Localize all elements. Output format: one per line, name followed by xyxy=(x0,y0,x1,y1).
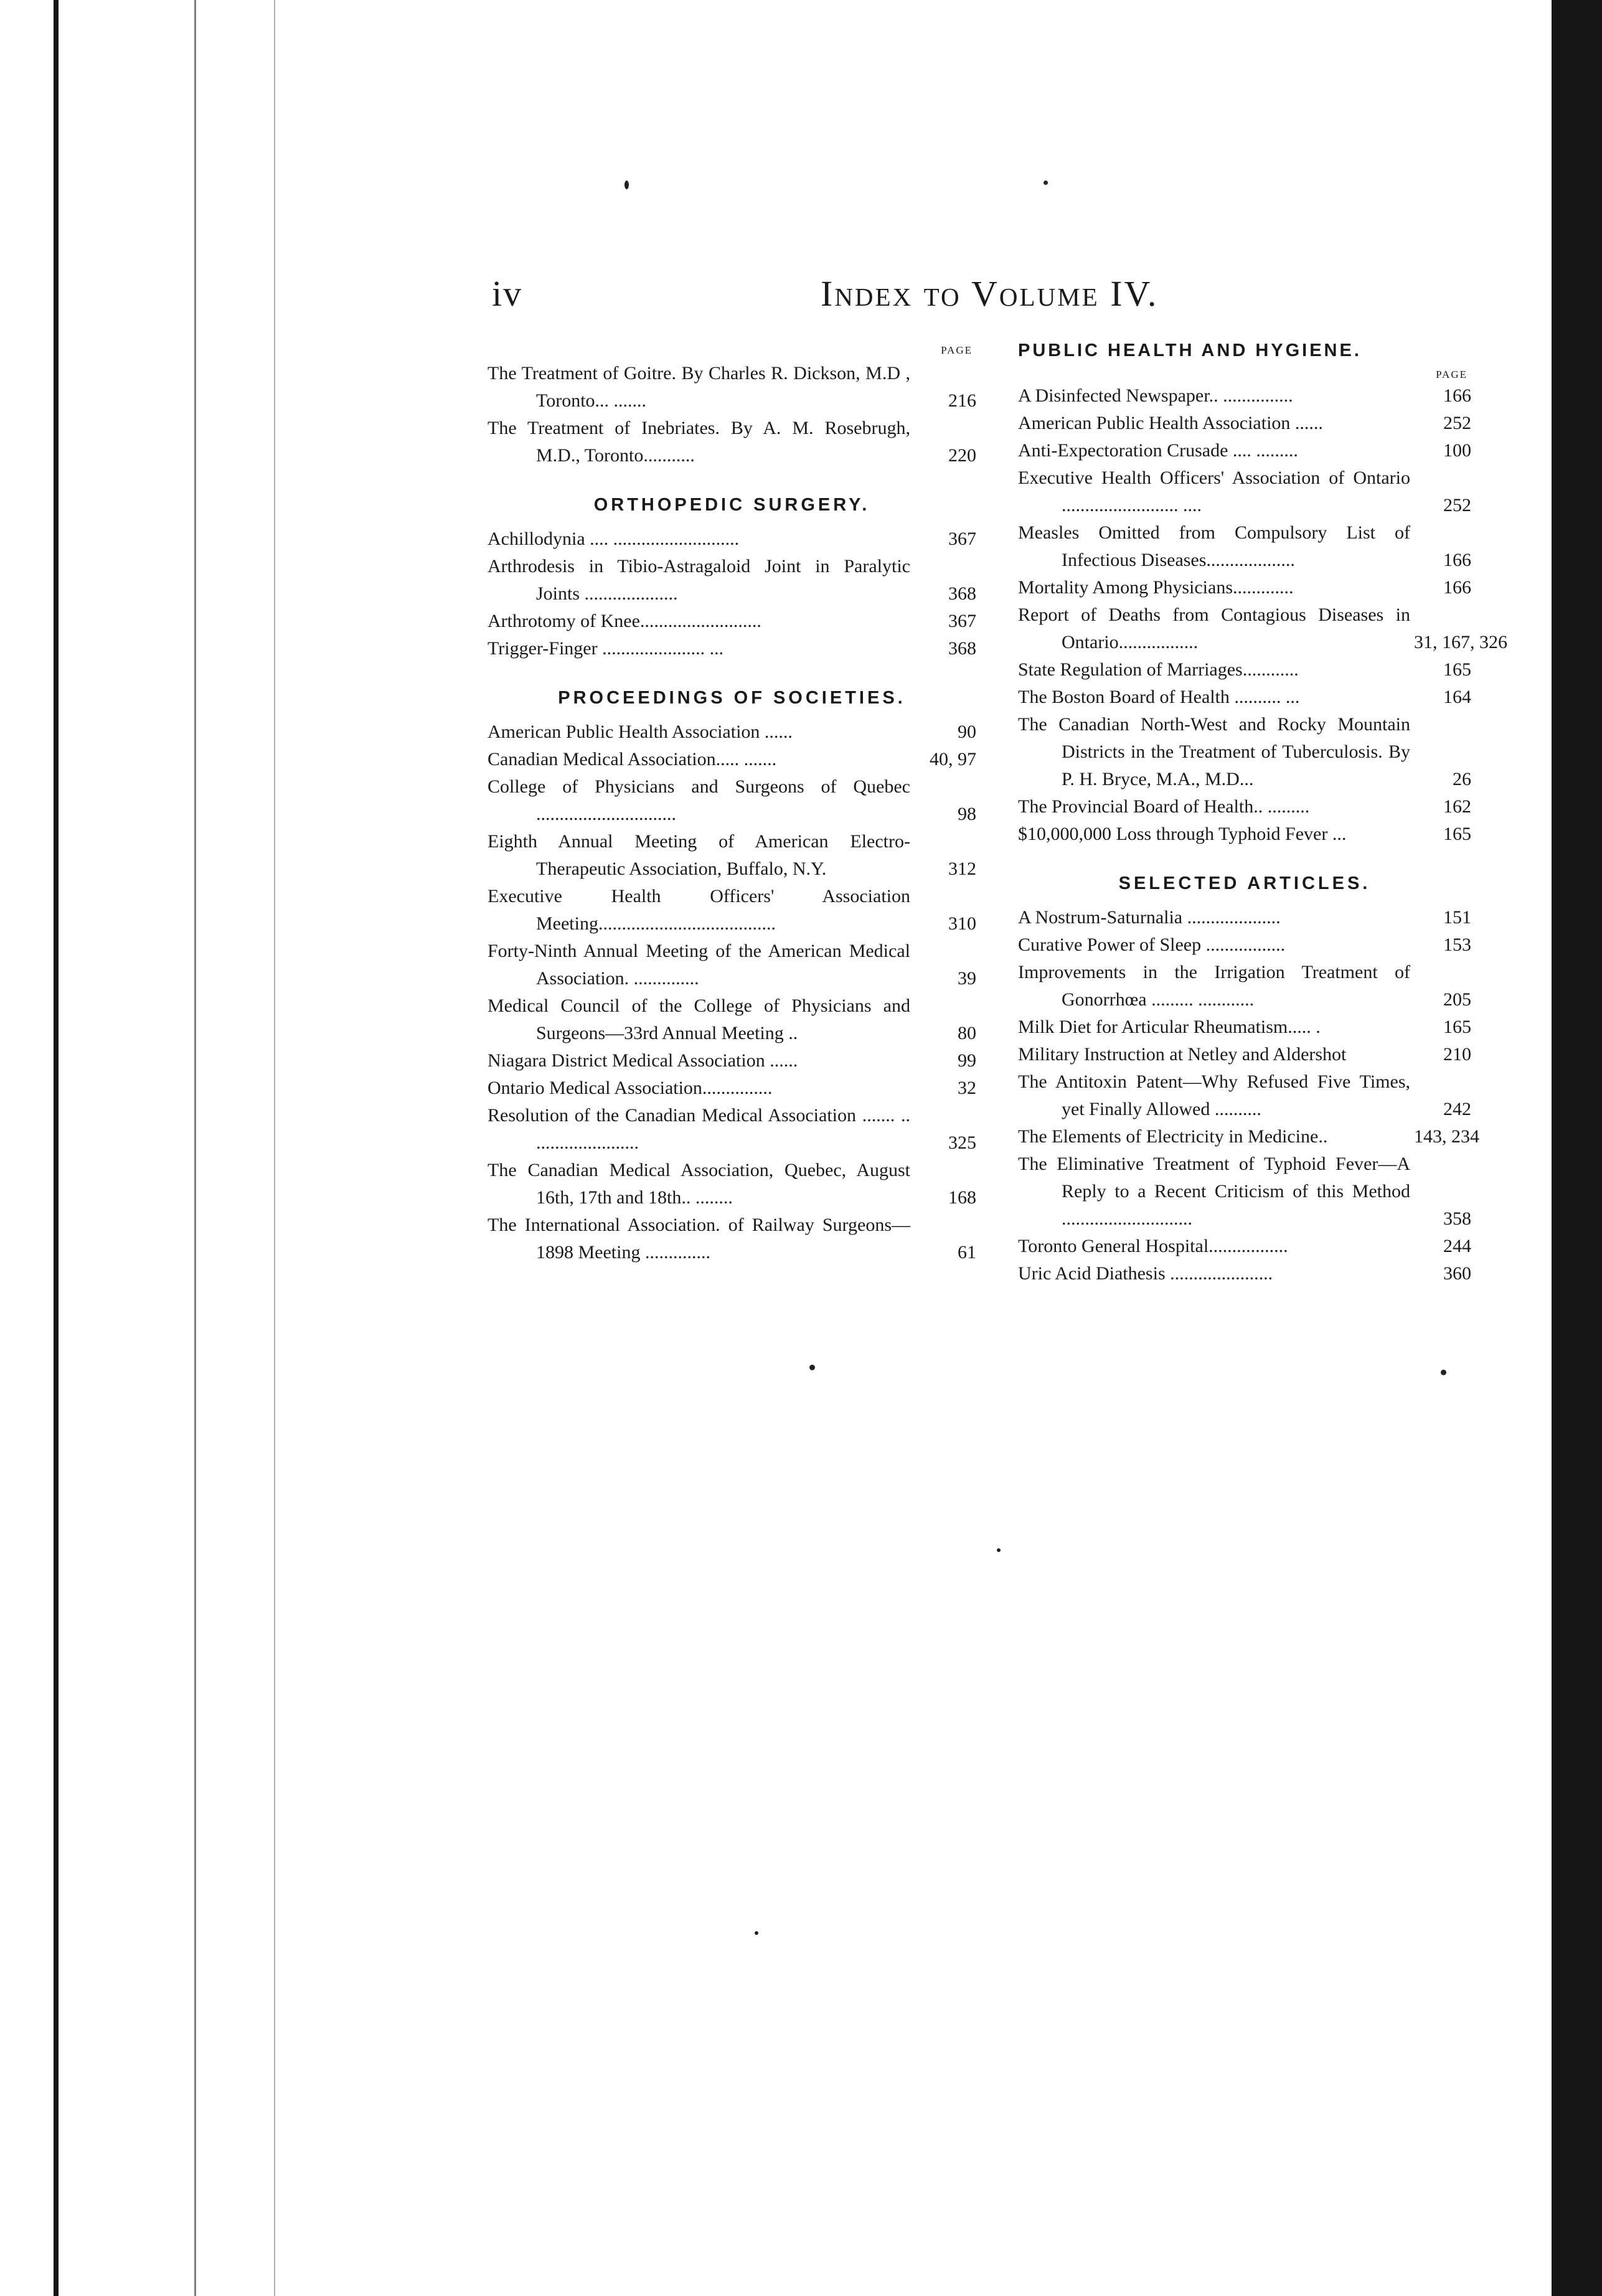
entry-title: Measles Omitted from Compulsory List of Infectious Diseases................... xyxy=(1018,522,1410,570)
entry-page: 242 xyxy=(1443,1099,1471,1119)
entry-page: 164 xyxy=(1443,687,1471,707)
index-entry xyxy=(1018,601,1507,656)
index-entry xyxy=(1018,684,1471,711)
page-column-label: PAGE xyxy=(1436,369,1468,380)
index-entry xyxy=(1018,464,1471,519)
entry-title: Improvements in the Irrigation Treatment of Gonorrhœa ......... ............ xyxy=(1018,962,1410,1010)
index-entry xyxy=(1018,711,1471,793)
page-column-label: PAGE xyxy=(941,344,973,356)
entry-page: 358 xyxy=(1443,1208,1471,1229)
entry-title: A Disinfected Newspaper.. ............... xyxy=(1018,385,1293,406)
entry-page: 325 xyxy=(948,1132,976,1153)
entry-page: 39 xyxy=(958,968,976,989)
index-entry xyxy=(488,553,976,608)
entry-title: Eighth Annual Meeting of American Electro-Therapeutic Association, Buffalo, N.Y. xyxy=(488,831,910,879)
entry-title: Anti-Expectoration Crusade .... ......... xyxy=(1018,440,1298,461)
entry-page: 244 xyxy=(1443,1236,1471,1256)
entry-page: 143, 234 xyxy=(1414,1126,1479,1147)
index-entry xyxy=(488,1102,976,1157)
index-entry xyxy=(1018,519,1471,574)
index-entry xyxy=(488,883,976,938)
index-entry xyxy=(488,938,976,992)
index-entry xyxy=(488,525,976,553)
index-entry xyxy=(1018,1260,1471,1287)
index-entry xyxy=(1018,656,1471,684)
entry-page: 162 xyxy=(1443,796,1471,817)
entry-page: 205 xyxy=(1443,989,1471,1010)
index-entry xyxy=(1018,382,1471,410)
entry-page: 31, 167, 326 xyxy=(1414,632,1507,652)
index-entry xyxy=(488,608,976,635)
scan-speck xyxy=(997,1548,1001,1552)
continued-entries xyxy=(488,360,976,469)
index-entry xyxy=(1018,574,1471,601)
entry-page: 165 xyxy=(1443,1017,1471,1037)
index-entry xyxy=(488,360,976,415)
entry-page: 61 xyxy=(958,1242,976,1263)
left-binding-line-faint xyxy=(274,0,275,2296)
entry-page: 166 xyxy=(1443,385,1471,406)
entry-title: A Nostrum-Saturnalia .................... xyxy=(1018,907,1281,928)
index-entry xyxy=(488,746,976,773)
section-public-health-and-hygiene xyxy=(1018,339,1507,848)
entry-page: 165 xyxy=(1443,659,1471,680)
entry-title: The Treatment of Goitre. By Charles R. Dickson, M.D , Toronto... ....... xyxy=(488,363,910,411)
index-entry xyxy=(1018,793,1471,821)
entry-title: Military Instruction at Netley and Aldershot xyxy=(1018,1044,1347,1065)
index-entry xyxy=(488,718,976,746)
scan-speck xyxy=(1044,181,1048,185)
entry-title: Executive Health Officers' Association of Ontario ......................... .... xyxy=(1018,468,1410,515)
index-entry xyxy=(488,1075,976,1102)
index-entry xyxy=(488,415,976,469)
index-entry xyxy=(488,1212,976,1266)
entry-page: 312 xyxy=(948,859,976,879)
entry-title: The Boston Board of Health .......... ... xyxy=(1018,687,1300,707)
left-binding-line xyxy=(54,0,59,2296)
section-heading: SELECTED ARTICLES. xyxy=(1118,873,1371,893)
entry-page: 98 xyxy=(958,804,976,824)
entry-title: Executive Health Officers' Association Meeting...................................... xyxy=(488,886,910,934)
entry-title: Report of Deaths from Contagious Diseases in Ontario................. xyxy=(1018,605,1410,652)
index-entry xyxy=(1018,437,1471,464)
index-entry xyxy=(1018,931,1471,959)
section-selected-articles xyxy=(1018,872,1479,1287)
entry-title: College of Physicians and Surgeons of Quebec .............................. xyxy=(488,776,910,824)
index-entry xyxy=(488,828,976,883)
entry-title: Resolution of the Canadian Medical Association ....... .. ...................... xyxy=(488,1105,910,1153)
entry-page: 26 xyxy=(1453,769,1471,789)
section-heading: PROCEEDINGS OF SOCIETIES. xyxy=(558,688,906,708)
entry-title: Mortality Among Physicians............. xyxy=(1018,577,1294,598)
running-title: Index to Volume IV. xyxy=(821,273,1159,314)
left-binding-line-thin xyxy=(194,0,196,2296)
entry-title: Ontario Medical Association............... xyxy=(488,1078,773,1098)
scan-speck xyxy=(624,181,629,189)
entry-title: State Regulation of Marriages............ xyxy=(1018,659,1299,680)
index-entry xyxy=(1018,1123,1479,1150)
index-entry xyxy=(488,992,976,1047)
section-heading: ORTHOPEDIC SURGERY. xyxy=(593,495,870,515)
entry-title: Arthrodesis in Tibio-Astragaloid Joint in Paralytic Joints .................... xyxy=(488,556,910,604)
entry-page: 216 xyxy=(948,390,976,411)
scan-speck xyxy=(1441,1370,1446,1375)
entry-page: 166 xyxy=(1443,577,1471,598)
scan-speck xyxy=(755,1931,758,1935)
entry-title: Canadian Medical Association..... ....... xyxy=(488,749,777,769)
entry-title: Medical Council of the College of Physicians and Surgeons—33rd Annual Meeting .. xyxy=(488,995,910,1043)
entry-title: The Treatment of Inebriates. By A. M. Rosebrugh, M.D., Toronto........... xyxy=(488,418,910,466)
section-heading: PUBLIC HEALTH AND HYGIENE. xyxy=(1018,341,1362,360)
entry-page: 252 xyxy=(1443,413,1471,433)
entry-title: Arthrotomy of Knee.......................... xyxy=(488,611,761,631)
page-number: iv xyxy=(492,273,523,314)
entry-page: 32 xyxy=(958,1078,976,1098)
entry-title: The Antitoxin Patent—Why Refused Five Times, yet Finally Allowed .......... xyxy=(1018,1071,1410,1119)
entry-page: 368 xyxy=(948,638,976,659)
entry-title: The International Association. of Railway Surgeons—1898 Meeting .............. xyxy=(488,1215,910,1263)
entry-page: 165 xyxy=(1443,824,1471,844)
index-entry xyxy=(1018,1233,1471,1260)
entry-title: Toronto General Hospital................. xyxy=(1018,1236,1288,1256)
entry-title: The Canadian Medical Association, Quebec, August 16th, 17th and 18th.. ........ xyxy=(488,1160,910,1208)
entry-page: 99 xyxy=(958,1050,976,1071)
index-entry xyxy=(488,635,976,662)
entry-page: 153 xyxy=(1443,934,1471,955)
entry-page: 151 xyxy=(1443,907,1471,928)
index-entry xyxy=(1018,1014,1471,1041)
entry-title: Forty-Ninth Annual Meeting of the American Medical Association. .............. xyxy=(488,941,910,989)
entry-page: 166 xyxy=(1443,550,1471,570)
entry-page: 367 xyxy=(948,611,976,631)
entry-title: American Public Health Association ...... xyxy=(488,722,793,742)
left-column xyxy=(488,341,976,1266)
entry-page: 90 xyxy=(958,722,976,742)
entry-title: Milk Diet for Articular Rheumatism..... . xyxy=(1018,1017,1321,1037)
entry-title: $10,000,000 Loss through Typhoid Fever ... xyxy=(1018,824,1347,844)
section-proceedings-of-societies xyxy=(488,686,976,1266)
right-column xyxy=(1018,341,1507,1287)
entry-page: 220 xyxy=(948,445,976,466)
entry-page: 368 xyxy=(948,583,976,604)
index-entry xyxy=(1018,1150,1471,1233)
index-entry xyxy=(1018,1041,1471,1068)
entry-page: 210 xyxy=(1443,1044,1471,1065)
index-entry xyxy=(1018,410,1471,437)
index-entry xyxy=(488,1047,976,1075)
entry-page: 100 xyxy=(1443,440,1471,461)
entry-title: Uric Acid Diathesis ...................... xyxy=(1018,1263,1273,1284)
section-orthopedic-surgery xyxy=(488,493,976,662)
entry-page: 360 xyxy=(1443,1263,1471,1284)
right-margin-shadow xyxy=(1552,0,1602,2296)
index-entry xyxy=(1018,1068,1471,1123)
entry-title: Achillodynia .... ........................... xyxy=(488,529,740,549)
scan-speck xyxy=(809,1365,815,1370)
running-header xyxy=(0,273,1602,322)
entry-page: 168 xyxy=(948,1187,976,1208)
entry-page: 252 xyxy=(1443,495,1471,515)
entry-title: The Elements of Electricity in Medicine.. xyxy=(1018,1126,1328,1147)
entry-title: American Public Health Association ...... xyxy=(1018,413,1323,433)
entry-title: Trigger-Finger ...................... ... xyxy=(488,638,724,659)
index-entry xyxy=(1018,959,1471,1014)
index-entry xyxy=(1018,821,1471,848)
entry-title: Curative Power of Sleep ................. xyxy=(1018,934,1286,955)
entry-page: 310 xyxy=(948,913,976,934)
entry-page: 80 xyxy=(958,1023,976,1043)
entry-title: Niagara District Medical Association ...... xyxy=(488,1050,798,1071)
entry-page: 40, 97 xyxy=(930,749,976,769)
entry-page: 367 xyxy=(948,529,976,549)
index-entry xyxy=(488,773,976,828)
index-entry xyxy=(488,1157,976,1212)
entry-title: The Canadian North-West and Rocky Mountain Districts in the Treatment of Tuberculosis. By P. H. Bryce, M.A., M.D... xyxy=(1018,714,1410,789)
entry-title: The Eliminative Treatment of Typhoid Fever—A Reply to a Recent Criticism of this Method ............................ xyxy=(1018,1154,1410,1229)
index-entry xyxy=(1018,904,1471,931)
entry-title: The Provincial Board of Health.. ......... xyxy=(1018,796,1310,817)
